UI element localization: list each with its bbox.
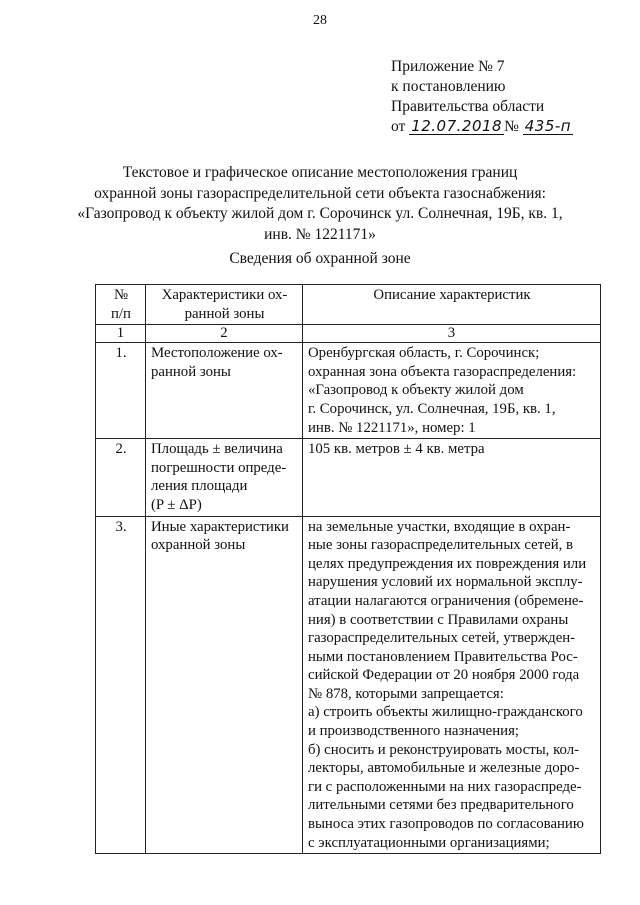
description-line: ными постановлением Правительства Рос- xyxy=(308,648,578,665)
description-line: Оренбургская область, г. Сорочинск; xyxy=(308,345,540,362)
number-sign: № xyxy=(504,118,519,135)
description-line: и производственного назначения; xyxy=(308,723,520,740)
description-line: на земельные участки, входящие в охран- xyxy=(308,518,571,535)
page-number: 28 xyxy=(313,13,327,28)
row-number: 1. xyxy=(96,343,146,439)
title-line-1: Текстовое и графическое описание местоположения границ xyxy=(122,164,518,181)
appendix-line-1: Приложение № 7 xyxy=(391,58,505,75)
table-header-row xyxy=(96,285,601,325)
appendix-date-line xyxy=(391,117,573,137)
appendix-line-2: к постановлению xyxy=(391,78,506,95)
title-line-2: охранной зоны газораспределительной сети объекта газоснабжения: xyxy=(94,184,546,202)
header-characteristics-line-1: Характеристики ох- xyxy=(161,287,288,303)
header-number-line-1: № xyxy=(113,287,129,303)
description-line: нарушения условий их нормальной эксплу- xyxy=(308,574,583,591)
table-row xyxy=(96,343,601,439)
description-line: ные зоны газораспределительных сетей, в xyxy=(308,537,574,554)
description-line: целях предупреждения их повреждения или xyxy=(308,555,587,572)
section-subtitle: Сведения об охранной зоне xyxy=(229,250,411,267)
header-description xyxy=(303,285,601,325)
table-row xyxy=(96,439,601,516)
description-line: охранная зона объекта газораспределения: xyxy=(308,363,577,380)
description-line: а) строить объекты жилищно-гражданского xyxy=(308,704,583,721)
description-line: лекторы, автомобильные и железные доро- xyxy=(308,760,580,777)
header-description-text: Описание характеристик xyxy=(373,287,531,303)
column-number-2: 2 xyxy=(146,325,303,343)
title-line-3: «Газопровод к объекту жилой дом г. Сорочинск ул. Солнечная, 19Б, кв. 1, xyxy=(77,205,563,222)
characteristic-line: Иные характеристики xyxy=(151,518,289,535)
row-number: 2. xyxy=(96,439,146,516)
characteristic-line: Площадь ± величина xyxy=(151,441,283,458)
row-characteristic xyxy=(146,343,303,439)
row-characteristic xyxy=(146,516,303,854)
handwritten-number: 435-п xyxy=(524,117,572,135)
description-line: 105 кв. метров ± 4 кв. метра xyxy=(308,441,485,458)
description-line: газораспределительных сетей, утвержден- xyxy=(308,630,576,647)
characteristic-line: (P ± ΔP) xyxy=(151,496,202,513)
header-characteristics-line-2: ранной зоны xyxy=(184,305,265,322)
row-number: 3. xyxy=(96,516,146,854)
header-number-line-2: п/п xyxy=(111,305,131,322)
appendix-header xyxy=(391,57,573,137)
characteristic-line: Местоположение ох- xyxy=(151,345,283,362)
header-number xyxy=(96,285,146,325)
description-line: г. Сорочинск, ул. Солнечная, 19Б, кв. 1, xyxy=(308,400,556,417)
description-line: выноса этих газопроводов по согласованию xyxy=(308,816,584,833)
handwritten-date: 12.07.2018 xyxy=(411,117,503,135)
row-description xyxy=(303,439,601,516)
protection-zone-table xyxy=(95,284,601,854)
column-number-1: 1 xyxy=(96,325,146,343)
row-characteristic xyxy=(146,439,303,516)
date-prefix: от xyxy=(391,118,406,135)
description-line: инв. № 1221171», номер: 1 xyxy=(308,419,476,436)
header-characteristics xyxy=(146,285,303,325)
description-line: ния) в соответствии с Правилами охраны xyxy=(308,611,569,628)
column-numbers-row xyxy=(96,325,601,343)
description-line: лительными сетями без предварительного xyxy=(308,797,574,814)
row-description xyxy=(303,516,601,854)
characteristic-line: охранной зоны xyxy=(151,537,246,554)
characteristic-line: ранной зоны xyxy=(151,363,231,380)
title-line-4: инв. № 1221171» xyxy=(264,225,376,243)
document-title xyxy=(60,163,580,245)
description-line: атации налагаются ограничения (обремене- xyxy=(308,592,584,609)
description-line: «Газопровод к объекту жилой дом xyxy=(308,382,524,399)
row-description xyxy=(303,343,601,439)
description-line: ги с расположенными на них газораспреде- xyxy=(308,778,582,795)
characteristic-line: погрешности опреде- xyxy=(151,459,287,476)
description-line: сийской Федерации от 20 ноября 2000 года xyxy=(308,667,580,684)
table-row xyxy=(96,516,601,854)
description-line: с эксплуатационными организациями; xyxy=(308,834,550,851)
description-line: б) сносить и реконструировать мосты, кол- xyxy=(308,741,580,758)
description-line: № 878, которыми запрещается: xyxy=(308,685,504,702)
column-number-3: 3 xyxy=(303,325,601,343)
characteristic-line: ления площади xyxy=(151,478,248,495)
appendix-line-3: Правительства области xyxy=(391,98,545,115)
